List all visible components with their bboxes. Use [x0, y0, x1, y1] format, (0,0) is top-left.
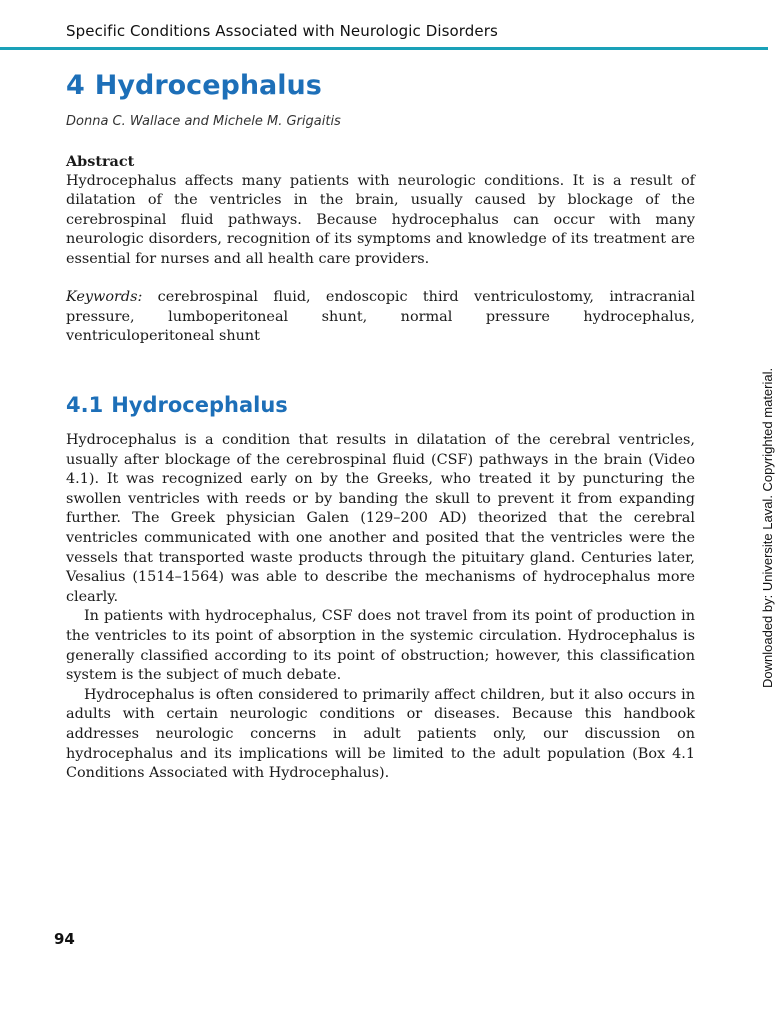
- abstract-heading: Abstract: [66, 153, 135, 170]
- download-watermark: Downloaded by: Universite Laval. Copyrighted material.: [760, 367, 775, 688]
- header-rule: [0, 47, 768, 50]
- chapter-number: 4: [66, 70, 85, 101]
- abstract-text: Hydrocephalus affects many patients with neurologic conditions. It is a result of dilatation of the ventricles in the brain, usually caused by blockage of the cerebrospinal fluid pathways. Because hydrocephalus can occur with many neurologic disorders, recognition of its symptoms and knowledge of its treatment are essential for nurses and all health care providers.: [66, 172, 695, 267]
- chapter-title-text: Hydrocephalus: [94, 70, 322, 101]
- section-title: [66, 393, 288, 417]
- keywords: [66, 288, 695, 347]
- abstract: [66, 152, 695, 270]
- running-head: Specific Conditions Associated with Neurologic Disorders: [66, 22, 498, 40]
- chapter-title: [66, 70, 322, 101]
- section-title-text: Hydrocephalus: [111, 393, 288, 417]
- section-number: 4.1: [66, 393, 104, 417]
- page-number: 94: [54, 930, 75, 948]
- body-paragraph: Hydrocephalus is a condition that results in dilatation of the cerebral ventricles, usually after blockage of the cerebrospinal fluid (CSF) pathways in the brain (Video 4.1). It was recognized early on by the Greeks, who treated it by puncturing the swollen ventricles with reeds or by banding the skull to prevent it from expanding further. The Greek physician Galen (129–200 AD) theorized that the cerebral ventricles communicated with one another and posited that the ventricles were the vessels that transported waste products through the pituitary gland. Centuries later, Vesalius (1514–1564) was able to describe the mechanisms of hydrocephalus more clearly.: [66, 432, 695, 605]
- chapter-authors: Donna C. Wallace and Michele M. Grigaitis: [66, 114, 341, 129]
- section-body: [66, 431, 695, 784]
- keywords-label: Keywords:: [66, 289, 143, 305]
- body-paragraph: Hydrocephalus is often considered to primarily affect children, but it also occurs in adults with certain neurologic conditions or diseases. Because this handbook addresses neurologic concerns in adult patients only, our discussion on hydrocephalus and its implications will be limited to the adult population (Box 4.1 Conditions Associated with Hydrocephalus).: [66, 686, 695, 782]
- body-paragraph: In patients with hydrocephalus, CSF does not travel from its point of production in the ventricles to its point of absorption in the systemic circulation. Hydrocephalus is generally classified according to its point of obstruction; however, this classification system is the subject of much debate.: [66, 608, 695, 684]
- keywords-text: cerebrospinal fluid, endoscopic third ventriculostomy, intracranial pressure, lumboperitoneal shunt, normal pressure hydrocephalus, ventriculoperitoneal shunt: [66, 289, 695, 345]
